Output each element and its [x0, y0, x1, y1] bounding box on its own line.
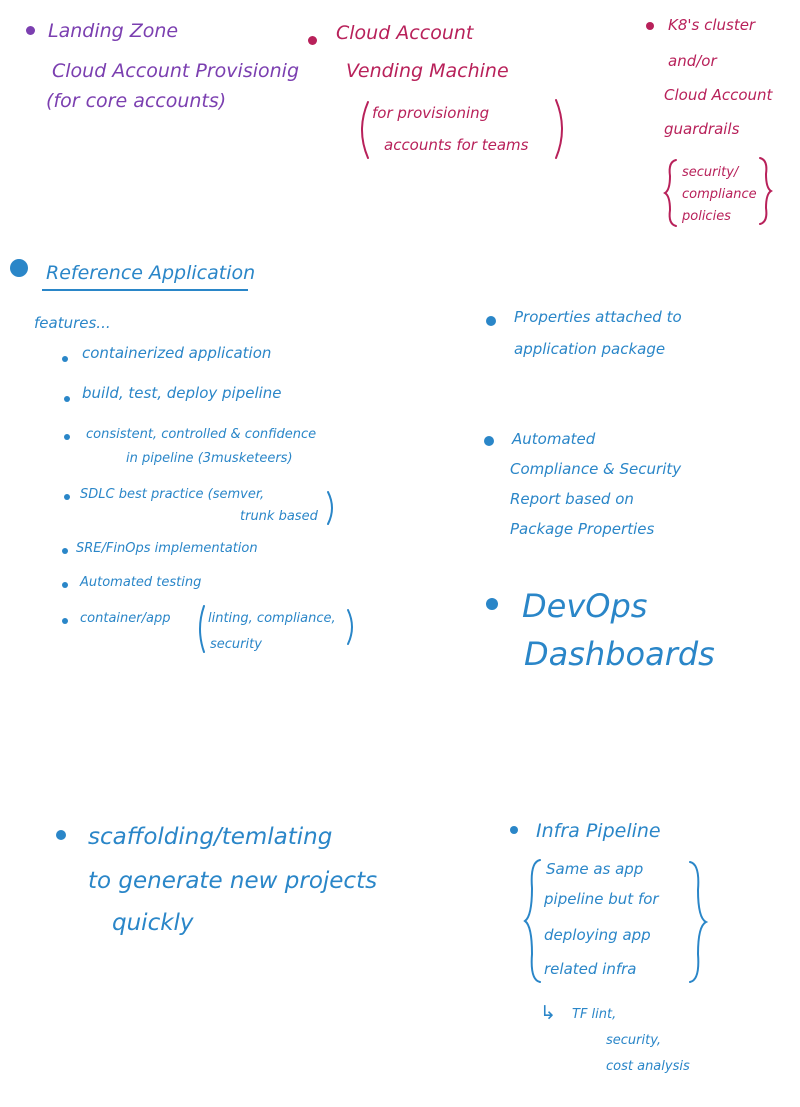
feature-item: consistent, controlled & confidence [86, 427, 317, 442]
infra-line2: pipeline but for [544, 890, 659, 908]
right-paren [326, 490, 336, 526]
feature-item-cont: trunk based [240, 509, 318, 524]
reference-app-title: Reference Application [46, 262, 256, 284]
scaffolding-line2: to generate new projects [88, 868, 378, 894]
bullet-dot [26, 26, 35, 35]
dashboards-line1: DevOps [522, 587, 648, 625]
guardrails-line2: Cloud Account [664, 86, 773, 104]
guardrails-policy-3: policies [682, 209, 731, 224]
scaffolding-line1: scaffolding/temlating [88, 824, 333, 850]
guardrails-line3: guardrails [664, 120, 740, 138]
infra-sub-3: cost analysis [606, 1059, 690, 1074]
infra-line4: related infra [544, 960, 637, 978]
bullet-dot [646, 22, 654, 30]
bullet-dot [62, 582, 68, 588]
bullet-dot [62, 548, 68, 554]
left-paren [356, 100, 370, 160]
bullet-dot [64, 434, 70, 440]
vending-line2: for provisioning [372, 104, 490, 122]
feature-item-cont: linting, compliance, [208, 611, 336, 626]
guardrails-policy-2: compliance [682, 187, 757, 202]
feature-item: container/app [80, 611, 171, 626]
automated-line2: Compliance & Security [510, 460, 682, 478]
bullet-dot [486, 598, 498, 610]
feature-item-cont: in pipeline (3musketeers) [126, 451, 293, 466]
vending-line3: accounts for teams [384, 136, 529, 154]
properties-line2: application package [514, 340, 666, 358]
feature-item: Automated testing [80, 575, 202, 590]
right-paren [554, 98, 568, 160]
feature-item-cont: security [210, 637, 262, 652]
left-brace [664, 158, 678, 228]
bullet-dot [10, 259, 28, 277]
bullet-dot [64, 396, 70, 402]
vending-line1: Vending Machine [346, 60, 509, 82]
title-underline [42, 289, 248, 291]
bullet-dot [62, 618, 68, 624]
bullet-dot [484, 436, 494, 446]
dashboards-line2: Dashboards [524, 635, 715, 673]
feature-item: SRE/FinOps implementation [76, 541, 258, 556]
bullet-dot [486, 316, 496, 326]
landing-zone-line1: Cloud Account Provisionig [52, 60, 299, 82]
landing-zone-title: Landing Zone [48, 20, 179, 42]
vending-title: Cloud Account [336, 22, 474, 44]
right-brace [758, 156, 772, 226]
right-paren [346, 608, 356, 646]
bullet-dot [510, 826, 518, 834]
bullet-dot [308, 36, 317, 45]
feature-item: containerized application [82, 344, 272, 362]
infra-line3: deploying app [544, 926, 651, 944]
properties-line1: Properties attached to [514, 308, 682, 326]
guardrails-policy-1: security/ [682, 165, 739, 180]
feature-item: build, test, deploy pipeline [82, 384, 282, 402]
left-paren [196, 604, 206, 654]
guardrails-title: K8's cluster [668, 16, 756, 34]
infra-line1: Same as app [546, 860, 644, 878]
guardrails-line1: and/or [668, 52, 717, 70]
landing-zone-line2: (for core accounts) [46, 90, 227, 112]
infra-sub-2: security, [606, 1033, 662, 1048]
feature-item: SDLC best practice (semver, [80, 487, 265, 502]
bullet-dot [62, 356, 68, 362]
right-brace [688, 860, 708, 984]
scaffolding-line3: quickly [112, 910, 194, 936]
automated-line3: Report based on [510, 490, 634, 508]
automated-line1: Automated [512, 430, 596, 448]
bullet-dot [64, 494, 70, 500]
bullet-dot [56, 830, 66, 840]
left-brace [524, 858, 542, 984]
sub-arrow-icon: ↳ [540, 1002, 556, 1024]
infra-title: Infra Pipeline [536, 820, 661, 842]
automated-line4: Package Properties [510, 520, 655, 538]
features-label: features... [34, 314, 111, 332]
infra-sub-1: TF lint, [572, 1007, 617, 1022]
